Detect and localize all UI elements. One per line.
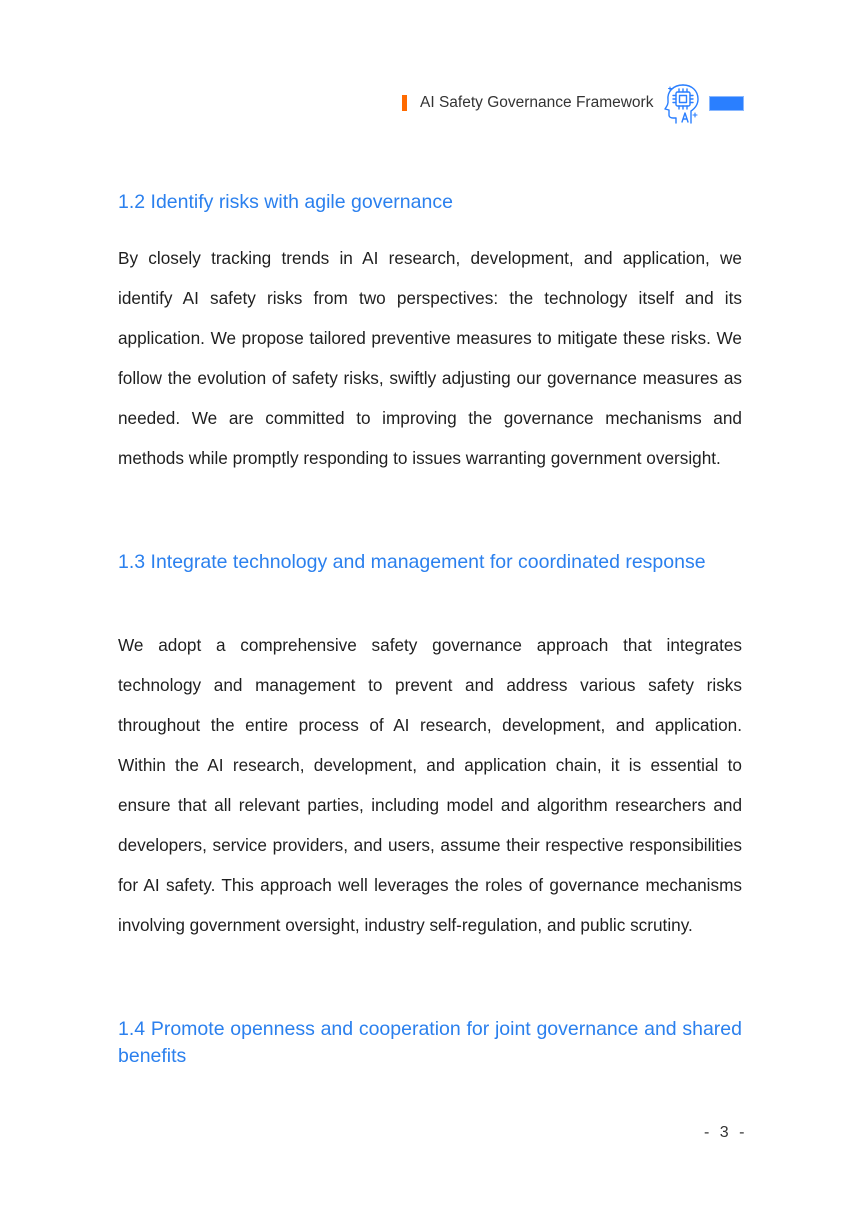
page-number: - 3 - — [704, 1124, 748, 1141]
section-body-1-2: By closely tracking trends in AI research, development, and application, we identify AI safety risks from two perspectives: the technology itself and its application. We propose tailored preventive measures to mitigate these risks. We follow the evolution of safety risks, swiftly adjusting our governance measures as needed. We are committed to improving the governance mechanisms and methods while promptly responding to issues warranting government oversight. — [118, 248, 742, 468]
section-heading-1-4: 1.4 Promote openness and cooperation for joint governance and shared benefits — [118, 1018, 742, 1067]
section-heading-1-2: 1.2 Identify risks with agile governance — [118, 191, 453, 213]
section-heading-1-3: 1.3 Integrate technology and management for coordinated response — [118, 551, 706, 573]
document-title: AI Safety Governance Framework — [420, 94, 654, 111]
section-body-1-3: We adopt a comprehensive safety governance approach that integrates technology and management to prevent and address various safety risks throughout the entire process of AI research, development, and application. Within the AI research, development, and application chain, it is essential to ensure that all relevant parties, including model and algorithm researchers and developers, service providers, and users, assume their respective responsibilities for AI safety. This approach well leverages the roles of governance mechanisms involving government oversight, industry self-regulation, and public scrutiny. — [118, 635, 742, 935]
header-accent-bar — [402, 95, 407, 111]
header-accent-block — [709, 96, 744, 111]
running-header — [402, 80, 744, 126]
ai-head-chip-icon — [661, 81, 705, 125]
